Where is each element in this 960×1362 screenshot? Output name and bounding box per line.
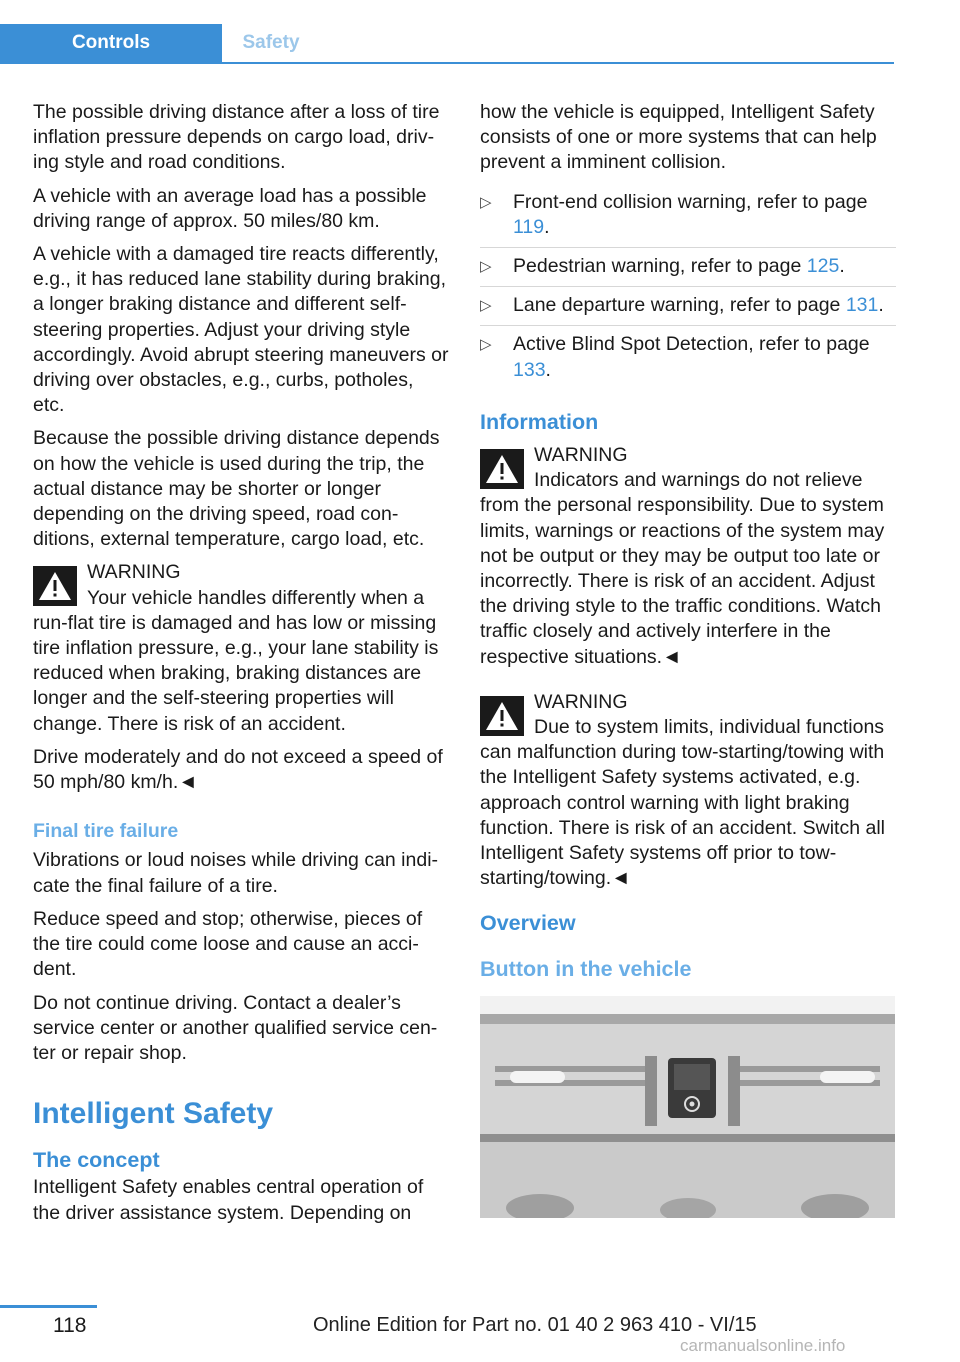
dashboard-button-photo	[480, 996, 895, 1218]
warning-text: Due to system limits, individual functions can malfunction during tow-starting/towing with the Intelligent Safety systems activated, e.g. approach control warning with light braking function. There is risk of an accident. Switch all Intelligent Safety systems off prior to tow-starting/towing.◄	[480, 716, 885, 890]
warning-text: Drive moderately and do not exceed a speed of 50 mph/80 km/h.◄	[33, 745, 443, 794]
watermark: carmanualsonline.info	[680, 1336, 846, 1355]
warning-block	[33, 560, 449, 795]
warning-text: Your vehicle handles differently when a run-flat tire is damaged and has low or missing tire inflation pressure, e.g., your lane stability is reduced when braking, braking distances are longer and the self-steering properties will change. There is risk of an accident.	[33, 586, 439, 735]
warning-triangle-icon	[480, 696, 524, 736]
page-link[interactable]: 133	[513, 358, 546, 381]
warning-title: WARNING	[534, 690, 628, 713]
paragraph: A vehicle with an average load has a possible driving range of approx. 50 miles/80 km.	[33, 184, 427, 232]
edition-text: Online Edition for Part no. 01 40 2 963 410 - VI/15	[313, 1314, 757, 1336]
footer-accent-line	[0, 1305, 97, 1308]
paragraph: The possible driving distance after a loss of tire inflation pressure depends on cargo load, driving style and road conditions.	[33, 101, 440, 174]
vehicle-dashboard-image	[480, 996, 895, 1218]
list-item: ▷ Front-end collision warning, refer to page 119.	[480, 184, 896, 248]
subheading-final-tire-failure: Final tire failure	[33, 820, 179, 843]
tab-safety[interactable]: Safety	[242, 32, 300, 53]
right-column	[480, 100, 896, 1218]
paragraph: Intelligent Safety enables central operation of the driver assistance system. Depending on	[33, 1176, 424, 1224]
heading-the-concept: The concept	[33, 1148, 160, 1173]
list-item: ▷ Active Blind Spot Detection, refer to page 133.	[480, 326, 896, 389]
subheading-button-in-vehicle: Button in the vehicle	[480, 956, 692, 981]
paragraph: Vibrations or loud noises while driving can indicate the final failure of a tire.	[33, 849, 439, 897]
page-link[interactable]: 125	[806, 255, 840, 278]
warning-text: Indicators and warnings do not relieve from the personal responsibility. Due to system limits, warnings or reactions of the system may not be output or they may be output too late or incorrectly. There is risk of an accident. Adjust the driving style to the traffic conditions. Watch traffic closely and actively interfere in the respective situations.◄	[480, 469, 885, 668]
paragraph: Reduce speed and stop; otherwise, pieces of the tire could come loose and cause an accident.	[33, 907, 423, 981]
warning-title: WARNING	[87, 561, 181, 584]
tab-controls[interactable]: Controls	[0, 24, 222, 62]
paragraph: Do not continue driving. Contact a dealer’s service center or another qualified service center or repair shop.	[33, 991, 438, 1064]
warning-triangle-icon	[33, 566, 77, 606]
warning-block	[480, 443, 896, 670]
heading-information: Information	[480, 409, 599, 434]
header-bar	[0, 24, 894, 64]
reference-list	[480, 184, 896, 390]
paragraph: A vehicle with a damaged tire reacts differently, e.g., it has reduced lane stability during braking, a longer braking distance and different self-steering properties. Adjust your driving style accordingly. Avoid abrupt steering maneuvers or driving over obstacles, e.g., curbs, potholes, etc.	[33, 243, 449, 417]
left-column	[33, 100, 449, 1234]
page-link[interactable]: 131	[845, 294, 879, 317]
list-item: ▷ Lane departure warning, refer to page 131.	[480, 287, 896, 326]
list-item: ▷ Pedestrian warning, refer to page 125.	[480, 248, 896, 287]
warning-title: WARNING	[534, 444, 628, 467]
warning-block	[480, 690, 896, 892]
paragraph: Because the possible driving distance depends on how the vehicle is used during the trip, the actual distance may be shorter or longer depending on the driving speed, road conditions, external temperature, cargo load, etc.	[33, 427, 440, 551]
paragraph: how the vehicle is equipped, Intelligent Safety consists of one or more systems that can help prevent a imminent collision.	[480, 101, 877, 174]
section-heading-intelligent-safety: Intelligent Safety	[33, 1097, 274, 1131]
page-link[interactable]: 119	[513, 215, 545, 238]
heading-overview: Overview	[480, 911, 576, 936]
warning-triangle-icon	[480, 449, 524, 489]
page-number: 118	[53, 1314, 87, 1337]
